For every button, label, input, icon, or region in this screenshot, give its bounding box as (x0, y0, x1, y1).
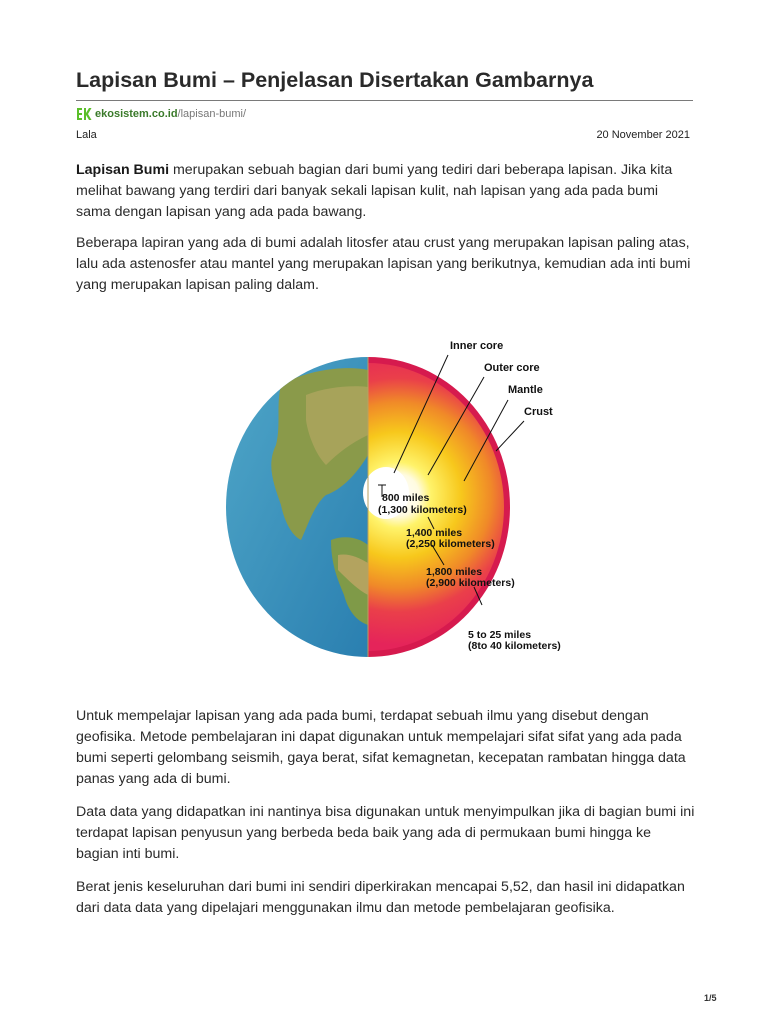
outer-core-km: (2,250 kilometers) (406, 538, 495, 550)
intro-bold-term: Lapisan Bumi (76, 162, 170, 178)
intro-text: merupakan sebuah bagian dari bumi yang tediri dari beberapa lapisan. Jika kita melihat bawang yang terdiri dari banyak sekali lapisan kulit, nah lapisan yang ada pada bumi sama dengan lapisan yang ada pada bawang. (76, 162, 673, 220)
title-divider (76, 100, 693, 101)
page-number: 1/5 (704, 993, 717, 1003)
source-domain: ekosistem.co.id (95, 108, 178, 120)
label-crust: Crust (524, 406, 553, 418)
label-inner-core: Inner core (450, 340, 504, 352)
paragraph-geophysics: Untuk mempelajar lapisan yang ada pada bumi, terdapat sebuah ilmu yang disebut dengan geofisika. Metode pembelajaran ini dapat digunakan untuk mempelajari sifat sifat yang ada pada bumi seperti gelombang seismih, gaya berat, sifat kemagnetan, kecepatan rambatan hingga data panas yang ada di bumi. (76, 708, 686, 787)
author-name: Lala (76, 129, 97, 141)
mantle-miles: 1,800 miles (426, 566, 483, 578)
page-title: Lapisan Bumi – Penjelasan Disertakan Gambarnya (76, 68, 594, 92)
earth-layers-figure (76, 325, 696, 665)
intro-paragraph (76, 160, 696, 223)
outer-core-miles: 1,400 miles (406, 527, 463, 539)
source-path: /lapisan-bumi/ (177, 108, 247, 120)
earth-layers-illustration (76, 325, 696, 665)
crust-km: (8to 40 kilometers) (468, 640, 561, 652)
label-outer-core: Outer core (484, 362, 540, 374)
crust-miles: 5 to 25 miles (468, 629, 532, 641)
paragraph-data: Data data yang didapatkan ini nantinya bisa digunakan untuk menyimpulkan jika di bagian bumi ini terdapat lapisan penyusun yang berbeda beda baik yang ada di permukaan bumi hingga ke bagian inti bumi. (76, 804, 695, 862)
inner-core-km: (1,300 kilometers) (378, 504, 467, 516)
earth-surface (226, 357, 368, 657)
ekosistem-logo-icon (76, 107, 92, 121)
mantle-km: (2,900 kilometers) (426, 577, 515, 589)
publish-date: 20 November 2021 (596, 129, 690, 141)
label-mantle: Mantle (508, 384, 543, 396)
paragraph-layers: Beberapa lapiran yang ada di bumi adalah litosfer atau crust yang merupakan lapisan paling atas, lalu ada astenosfer atau mantel yang merupakan lapisan yang berikutnya, kemudian ada inti bumi yang merupakan lapisan paling dalam. (76, 235, 691, 293)
paragraph-density: Berat jenis keseluruhan dari bumi ini sendiri diperkirakan mencapai 5,52, dan hasil ini didapatkan dari data data yang dipelajari menggunakan ilmu dan metode pembelajaran geofisika. (76, 879, 685, 916)
inner-core-miles: 800 miles (382, 492, 430, 504)
source-link[interactable] (76, 106, 246, 122)
